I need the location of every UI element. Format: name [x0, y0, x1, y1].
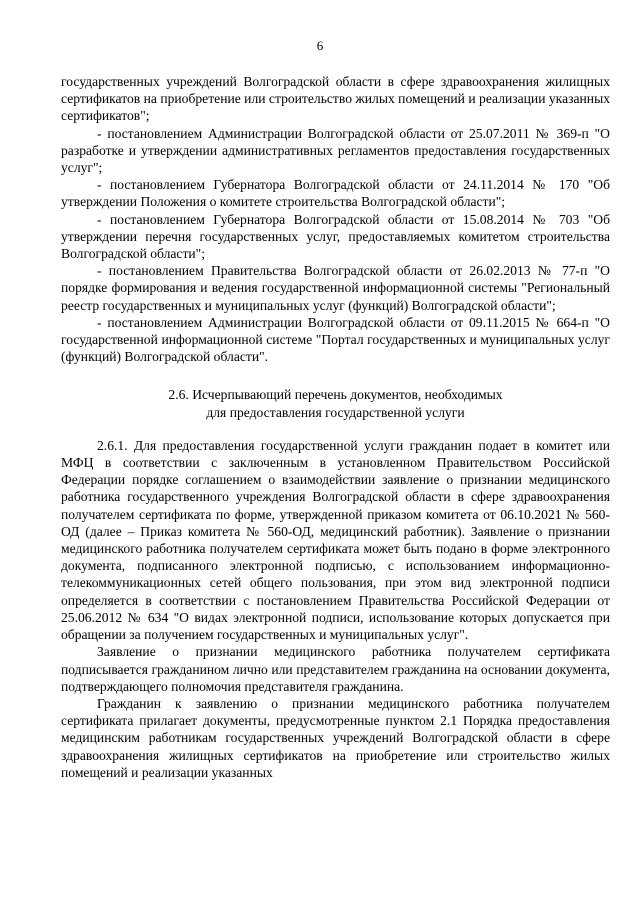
- intro-fragment: государственных учреждений Волгоградской области в сфере здравоохранения жилищных сертификатов на приобретение или строительство жилых помещений и реализации указанных сертификатов";: [61, 74, 610, 124]
- section-heading-line: 2.6. Исчерпывающий перечень документов, необходимых: [168, 387, 503, 403]
- section-heading-line: для предоставления государственной услуги: [206, 404, 465, 420]
- legal-act-item: - постановлением Администрации Волгоградской области от 09.11.2015 № 664-п "О государственной информационной системе "Портал государственных и муниципальных услуг (функций) Волгоградской области".: [61, 314, 610, 365]
- legal-acts-list: [61, 125, 610, 366]
- page-number: 6: [316, 38, 324, 53]
- section-paragraph: Заявление о признании медицинского работника получателем сертификата подписывается гражданином лично или представителем гражданина на основании документа, подтверждающего полномочия представителя гражданина.: [61, 644, 610, 694]
- section-body: [61, 437, 610, 781]
- legal-act-item: - постановлением Губернатора Волгоградской области от 15.08.2014 № 703 "Об утверждении перечня государственных услуг, предоставляемых комитетом строительства Волгоградской области";: [61, 211, 610, 262]
- legal-act-item: - постановлением Правительства Волгоградской области от 26.02.2013 № 77-п "О порядке формирования и ведения государственной информационной системы "Региональный реестр государственных и муниципальных услуг (функций) Волгоградской области";: [61, 263, 610, 313]
- legal-act-item: - постановлением Губернатора Волгоградской области от 24.11.2014 № 170 "Об утверждении Положения о комитете строительства Волгоградской области";: [61, 177, 610, 210]
- document-body: [61, 73, 610, 781]
- section-heading: [61, 386, 610, 420]
- section-paragraph: 2.6.1. Для предоставления государственной услуги гражданин подает в комитет или МФЦ в соответствии с заключенным в установленном Правительством Российской Федерации порядке соглашением о взаимодействии заявление о признании медицинского работника государственного учреждения Волгоградской области в сфере здравоохранения получателем сертификата по форме, утвержденной приказом комитета от 06.10.2021 № 560-ОД (далее – Приказ комитета № 560-ОД, медицинский работник). Заявление о признании медицинского работника получателем сертификата может быть подано в форме электронного документа, подписанного электронной подписью, с использованием информационно-телекоммуникационных сетей общего пользования, при этом вид электронной подписи определяется в соответствии с постановлением Правительства Российской Федерации от 25.06.2012 № 634 "О видах электронной подписи, использование которых допускается при обращении за получением государственных и муниципальных услуг".: [61, 437, 610, 643]
- section-paragraph: Гражданин к заявлению о признании медицинского работника получателем сертификата прилагает документы, предусмотренные пунктом 2.1 Порядка предоставления медицинским работникам государственных учреждений Волгоградской области в сфере здравоохранения жилищных сертификатов на приобретение или строительство жилых помещений и реализации указанных: [61, 695, 610, 780]
- legal-act-item: - постановлением Администрации Волгоградской области от 25.07.2011 № 369-п "О разработке и утверждении административных регламентов предоставления государственных услуг";: [61, 125, 610, 176]
